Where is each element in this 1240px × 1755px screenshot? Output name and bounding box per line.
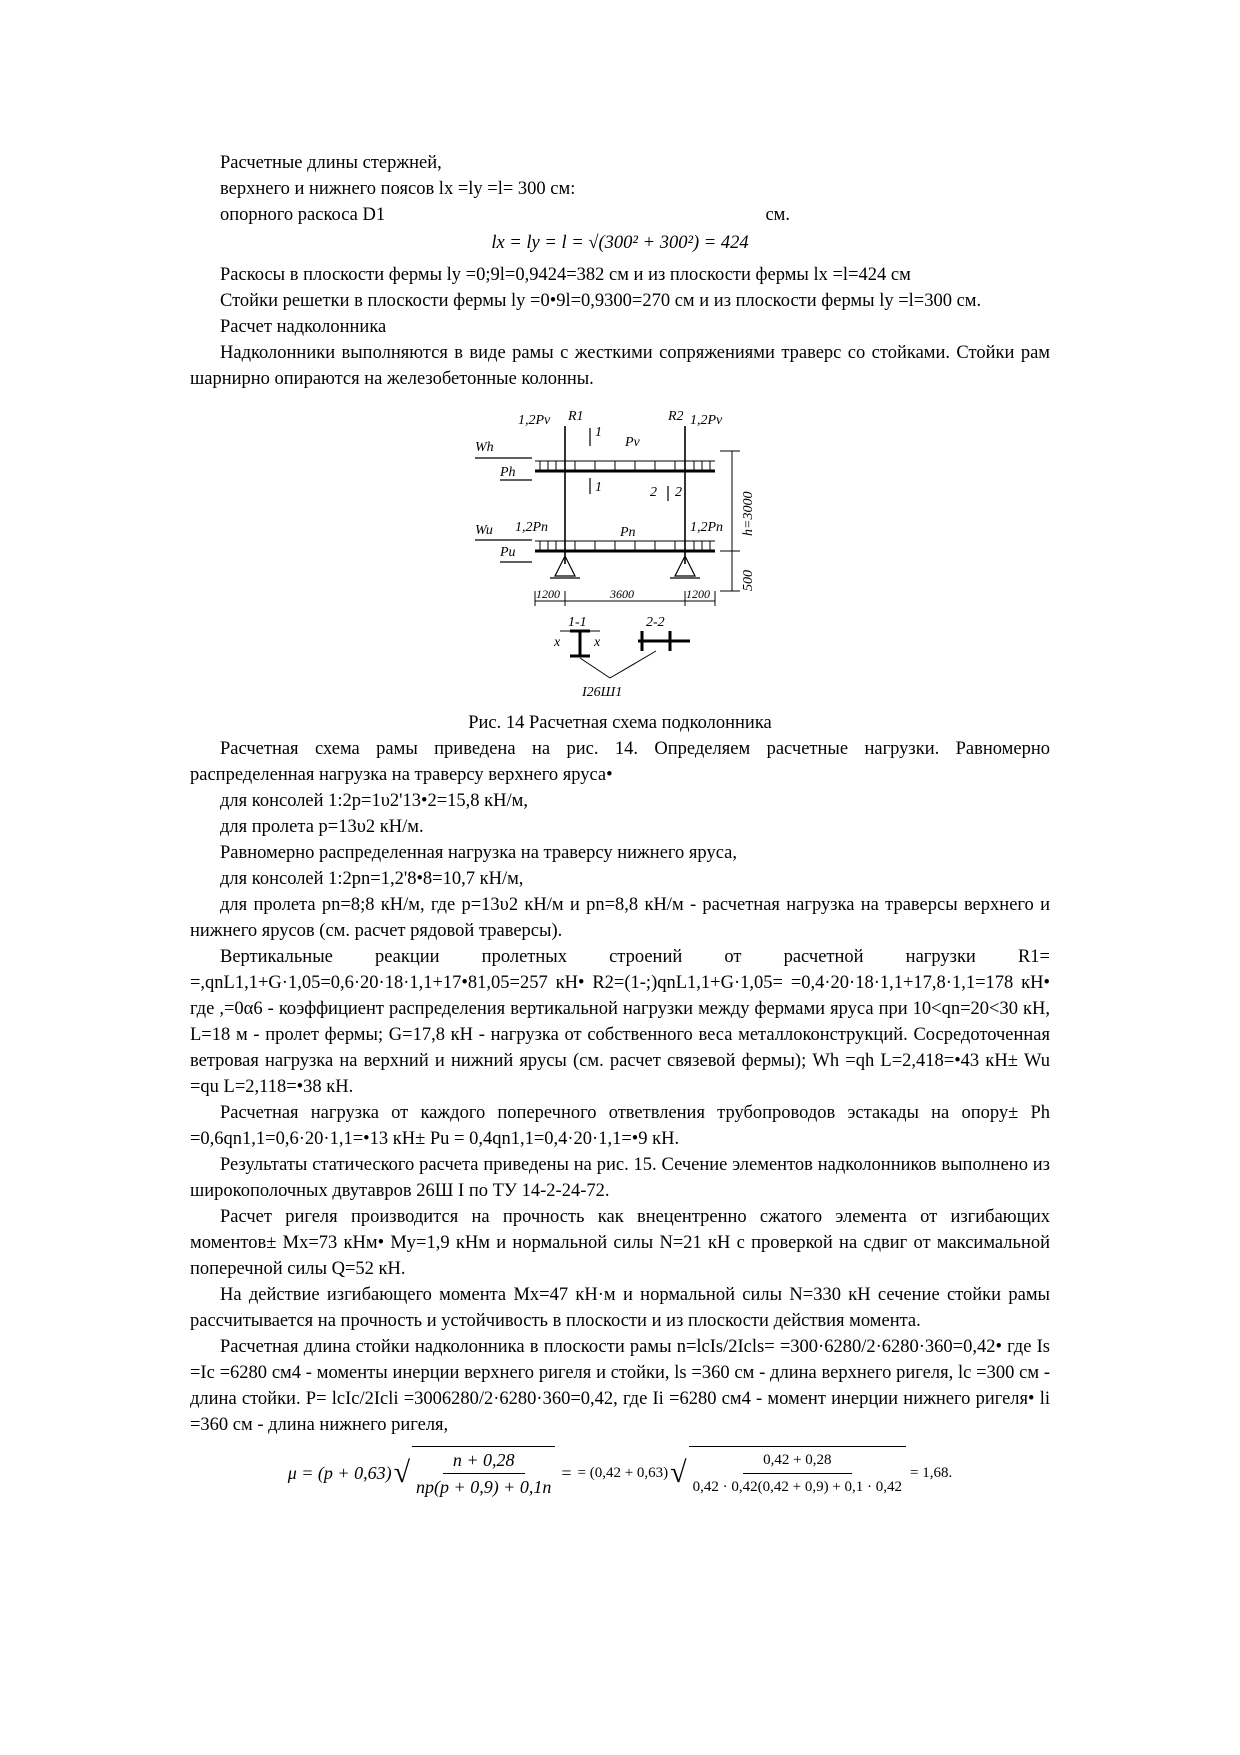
paragraph: для консолей 1:2pn=1,2'8•8=10,7 кН/м, xyxy=(220,869,524,889)
label-3600: 3600 xyxy=(610,587,634,601)
paragraph: Расчетная длина стойки надколонника в плоскости рамы n=lcIs/2Iсls= =300·6280/2·6280·360=0,42• где Is =Ic =6280 см4 - моменты инерции верхнего ригеля и стойки, ls =360 см - длина верхнего ригеля, lc =300 см - длина стойки. P= lcIc/2Icli =3006280/2·6280·360=0,42, где Ii =6280 см4 - момент инерции нижнего ригеля• li =360 см - длина нижнего ригеля, xyxy=(190,1337,1050,1435)
label-profile: I26Ш1 xyxy=(582,685,623,700)
frame-diagram xyxy=(470,406,770,706)
label-2-2: 2-2 xyxy=(646,615,665,630)
text: опорного раскоса D1 xyxy=(220,205,386,225)
numerator: n + 0,28 xyxy=(443,1447,525,1474)
paragraph xyxy=(190,202,1050,228)
denominator: np(p + 0,9) + 0,1n xyxy=(416,1477,552,1497)
formula-text: lx = ly = l = √(300² + 300²) = 424 xyxy=(491,233,749,253)
paragraph: для консолей 1:2p=1υ2'13•2=15,8 кН/м, xyxy=(220,791,528,811)
label-2a: 2 xyxy=(650,485,657,500)
result: = 1,68. xyxy=(910,1465,953,1481)
denominator: 0,42 · 0,42(0,42 + 0,9) + 0,1 · 0,42 xyxy=(692,1479,903,1495)
fraction xyxy=(412,1446,555,1500)
paragraph: Результаты статического расчета приведены на рис. 15. Сечение элементов надколонников выполнено из широкополочных двутавров 26Ш I по ТУ 14-2-24-72. xyxy=(190,1155,1050,1201)
label-x: x xyxy=(594,635,601,650)
label-h3000: h=3000 xyxy=(741,491,756,536)
label-12pn-left: 1,2Pn xyxy=(515,520,549,535)
paragraph: Надколонники выполняются в виде рамы с жесткими сопряжениями траверс со стойками. Стойки рам шарнирно опираются на железобетонные колонны. xyxy=(190,343,1050,389)
paragraph: Стойки решетки в плоскости фермы ly =0•9l=0,9300=270 см и из плоскости фермы ly =l=300 см. xyxy=(220,291,982,311)
label-wh: Wh xyxy=(475,440,494,455)
label-1b: 1 xyxy=(595,480,602,495)
label-12pv-right: 1,2Pv xyxy=(690,413,723,428)
formula-text: μ = (p + 0,63) xyxy=(287,1463,392,1483)
label-500: 500 xyxy=(741,570,756,591)
equals: = xyxy=(561,1463,572,1483)
label-wu: Wu xyxy=(475,523,493,538)
label-r2: R2 xyxy=(668,409,684,424)
label-1200b: 1200 xyxy=(686,587,710,601)
paragraph: Раскосы в плоскости фермы ly =0;9l=0,9424=382 см и из плоскости фермы lx =l=424 см xyxy=(220,265,911,285)
label-1200a: 1200 xyxy=(536,587,560,601)
fraction xyxy=(689,1446,906,1500)
paragraph: Расчетные длины стержней, xyxy=(220,153,442,173)
label-x: x xyxy=(554,635,561,650)
paragraph: Равномерно распределенная нагрузка на траверсу нижнего яруса, xyxy=(220,843,737,863)
formula xyxy=(190,230,1050,256)
paragraph: На действие изгибающего момента Mx=47 кН·м и нормальной силы N=330 кН сечение стойки рамы рассчитывается на прочность и устойчивость в плоскости и из плоскости действия момента. xyxy=(190,1285,1050,1331)
text: см. xyxy=(765,205,790,225)
formula-mu: μ = (p + 0,63) √ $\frac{n + 0,28}{np(p + 0,9) + 0,1n}$ = = (0,42 + 0,63) √ $\frac{0,42 + 0,28}{0,42 \cdot 0,42(0,42 + 0,9) + 0,1 \cdot 0,42}$ = 1,68. xyxy=(190,1446,1050,1500)
label-12pn-right: 1,2Pn xyxy=(690,520,724,535)
label-1-1: 1-1 xyxy=(568,615,587,630)
paragraph: Расчетная схема рамы приведена на рис. 14. Определяем расчетные нагрузки. Равномерно распределенная нагрузка на траверсу верхнего яруса• xyxy=(190,739,1050,785)
paragraph: Расчет ригеля производится на прочность как внецентренно сжатого элемента от изгибающих моментов± Mx=73 кНм• My=1,9 кНм и нормальной силы N=21 кН с проверкой на сдвиг от максимальной поперечной силы Q=52 кН. xyxy=(190,1207,1050,1279)
figure-caption: Рис. 14 Расчетная схема подколонника xyxy=(468,713,772,733)
paragraph: Расчет надколонника xyxy=(220,317,387,337)
paragraph: Расчетная нагрузка от каждого поперечного ответвления трубопроводов эстакады на опору± Ph =0,6qn1,1=0,6·20·1,1=•13 кН± Pu = 0,4qn1,1=0,4·20·1,1=•9 кН. xyxy=(190,1103,1050,1149)
label-2b: 2 xyxy=(675,485,682,500)
document-body xyxy=(190,150,1050,1500)
numerator: 0,42 + 0,28 xyxy=(743,1447,851,1474)
label-pu: Pu xyxy=(500,545,516,560)
label-1: 1 xyxy=(595,425,602,440)
label-pn: Pn xyxy=(620,525,636,540)
paragraph: Вертикальные реакции пролетных строений от расчетной нагрузки R1= =,qnL1,1+G·1,05=0,6·20·18·1,1+17•81,05=257 кН• R2=(1-;)qnL1,1+G·1,05= =0,4·20·18·1,1+17,8·1,1=178 кН• где ,=0α6 - коэффициент распределения вертикальной нагрузки между фермами яруса при 10<qn=20<30 кН, L=18 м - пролет фермы; G=17,8 кН - нагрузка от собственного веса металлоконструкций. Сосредоточенная ветровая нагрузка на верхний и нижний ярусы (см. расчет связевой фермы); Wh =qh L=2,418=•43 кН± Wu =qu L=2,118=•38 кН. xyxy=(190,947,1050,1097)
paragraph: верхнего и нижнего поясов lx =ly =l= 300 см: xyxy=(220,179,576,199)
paragraph: для пролета p=13υ2 кН/м. xyxy=(220,817,424,837)
label-pv: Pv xyxy=(625,435,640,450)
paragraph: для пролета pn=8;8 кН/м, где p=13υ2 кН/м и pn=8,8 кН/м - расчетная нагрузка на траверсы верхнего и нижнего ярусов (см. расчет рядовой траверсы). xyxy=(190,895,1050,941)
label-ph: Ph xyxy=(500,465,516,480)
label-r1: R1 xyxy=(568,409,584,424)
formula-text: = (0,42 + 0,63) xyxy=(577,1465,669,1481)
label-12pv-left: 1,2Pv xyxy=(518,413,551,428)
